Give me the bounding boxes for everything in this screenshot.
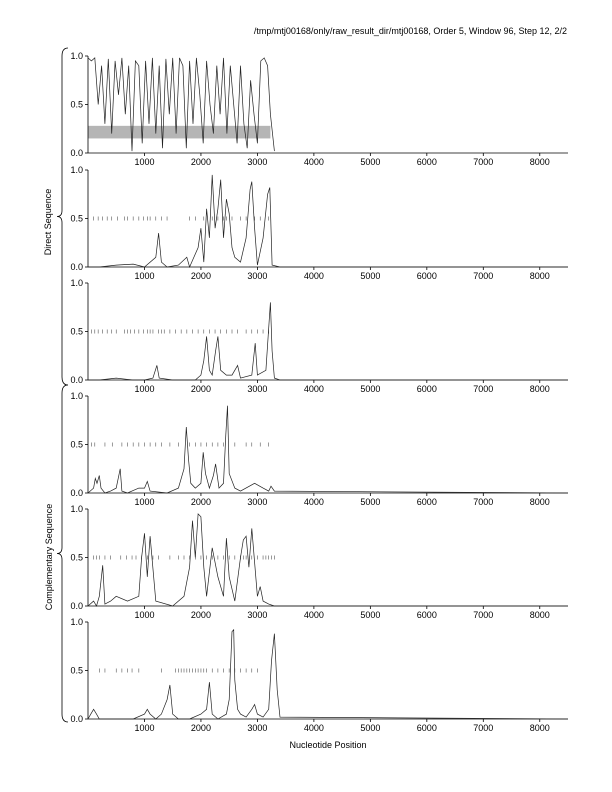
y-tick-label: 0.0 — [70, 262, 83, 272]
x-tick-label: 4000 — [303, 497, 324, 507]
x-tick-label: 3000 — [247, 157, 268, 167]
series-line — [88, 630, 568, 719]
x-tick-label: 7000 — [473, 723, 494, 733]
x-tick-label: 2000 — [190, 384, 211, 394]
x-tick-label: 8000 — [529, 271, 550, 281]
series-line — [88, 175, 568, 267]
x-tick-label: 8000 — [529, 610, 550, 620]
y-tick-label: 0.0 — [70, 488, 83, 498]
x-tick-label: 3000 — [247, 497, 268, 507]
series-line — [88, 302, 568, 380]
y-tick-label: 0.5 — [70, 665, 83, 676]
shaded-region — [88, 126, 270, 139]
complementary-sequence-brace — [57, 385, 68, 722]
x-tick-label: 2000 — [190, 497, 211, 507]
x-tick-label: 8000 — [529, 497, 550, 507]
x-tick-label: 6000 — [416, 157, 437, 167]
direct-sequence-label: Direct Sequence — [43, 188, 53, 256]
x-tick-label: 5000 — [360, 610, 381, 620]
series-line — [88, 514, 568, 606]
x-tick-label: 6000 — [416, 497, 437, 507]
x-tick-label: 6000 — [416, 384, 437, 394]
y-tick-label: 0.0 — [70, 375, 83, 385]
direct-sequence-brace — [57, 48, 68, 385]
x-tick-label: 1000 — [134, 610, 155, 620]
x-tick-label: 7000 — [473, 384, 494, 394]
y-tick-label: 0.5 — [70, 552, 83, 563]
x-tick-label: 4000 — [303, 384, 324, 394]
x-tick-label: 5000 — [360, 157, 381, 167]
x-tick-label: 4000 — [303, 723, 324, 733]
y-tick-label: 1.0 — [70, 391, 83, 401]
x-tick-label: 2000 — [190, 157, 211, 167]
series-line — [88, 406, 568, 493]
y-tick-label: 0.5 — [70, 213, 83, 224]
y-tick-label: 0.5 — [70, 99, 83, 110]
x-tick-label: 7000 — [473, 497, 494, 507]
x-tick-label: 3000 — [247, 384, 268, 394]
x-tick-label: 5000 — [360, 497, 381, 507]
y-tick-label: 1.0 — [70, 504, 83, 514]
x-tick-label: 8000 — [529, 723, 550, 733]
x-tick-label: 2000 — [190, 610, 211, 620]
x-tick-label: 5000 — [360, 271, 381, 281]
x-tick-label: 6000 — [416, 271, 437, 281]
x-tick-label: 3000 — [247, 271, 268, 281]
x-tick-label: 4000 — [303, 610, 324, 620]
x-tick-label: 7000 — [473, 610, 494, 620]
complementary-sequence-label: Complementary Sequence — [44, 503, 54, 611]
y-tick-label: 0.0 — [70, 714, 83, 724]
x-tick-label: 1000 — [134, 384, 155, 394]
y-tick-label: 0.5 — [70, 326, 83, 337]
x-tick-label: 8000 — [529, 384, 550, 394]
x-tick-label: 3000 — [247, 610, 268, 620]
x-tick-label: 1000 — [134, 497, 155, 507]
x-tick-label: 6000 — [416, 723, 437, 733]
x-tick-label: 1000 — [134, 723, 155, 733]
x-tick-label: 3000 — [247, 723, 268, 733]
y-tick-label: 0.0 — [70, 601, 83, 611]
x-tick-label: 2000 — [190, 271, 211, 281]
x-tick-label: 1000 — [134, 271, 155, 281]
y-tick-label: 1.0 — [70, 51, 83, 61]
x-tick-label: 1000 — [134, 157, 155, 167]
y-tick-label: 1.0 — [70, 617, 83, 627]
x-tick-label: 6000 — [416, 610, 437, 620]
x-tick-label: 5000 — [360, 723, 381, 733]
y-tick-label: 1.0 — [70, 278, 83, 288]
x-axis-label: Nucleotide Position — [289, 740, 367, 750]
x-tick-label: 7000 — [473, 157, 494, 167]
x-tick-label: 7000 — [473, 271, 494, 281]
x-tick-label: 5000 — [360, 384, 381, 394]
y-tick-label: 1.0 — [70, 165, 83, 175]
x-tick-label: 8000 — [529, 157, 550, 167]
y-tick-label: 0.0 — [70, 148, 83, 158]
x-tick-label: 4000 — [303, 157, 324, 167]
x-tick-label: 2000 — [190, 723, 211, 733]
x-tick-label: 4000 — [303, 271, 324, 281]
y-tick-label: 0.5 — [70, 439, 83, 450]
page-header: /tmp/mtj00168/only/raw_result_dir/mtj00168, Order 5, Window 96, Step 12, 2/2 — [253, 26, 567, 36]
